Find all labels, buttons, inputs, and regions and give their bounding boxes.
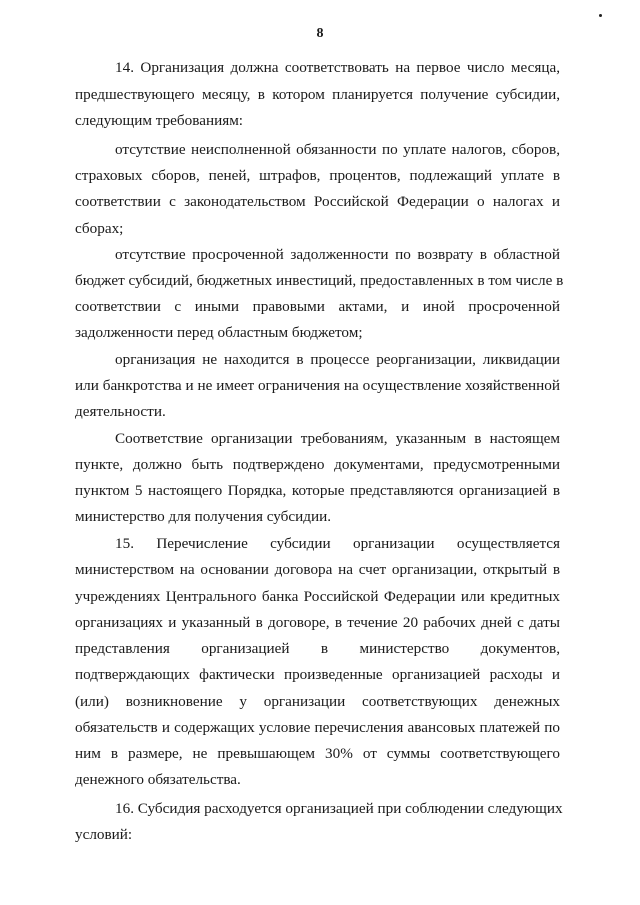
page-number: 8 — [316, 26, 324, 41]
paragraph-7-line-2: условий: — [75, 826, 133, 843]
paragraph-2-line-2: страховых сборов, пеней, штрафов, процентов, подлежащий уплате в — [75, 167, 560, 184]
paragraph-1-line-1: 14. Организация должна соответствовать на первое число месяца, — [115, 59, 560, 76]
paragraph-3-line-1: отсутствие просроченной задолженности по возврату в областной — [115, 246, 560, 263]
paragraph-2-line-3: соответствии с законодательством Российской Федерации о налогах и — [75, 193, 560, 210]
paragraph-4-line-1: организация не находится в процессе реорганизации, ликвидации — [115, 351, 560, 368]
paragraph-6-line-5: представления организацией в министерство документов, — [75, 640, 560, 657]
paragraph-3-line-2: бюджет субсидий, бюджетных инвестиций, предоставленных в том числе в — [75, 272, 564, 289]
paragraph-6-line-7: (или) возникновение у организации соответствующих денежных — [75, 693, 560, 710]
paragraph-6-line-9: ним в размере, не превышающем 30% от суммы соответствующего — [75, 745, 560, 762]
paragraph-6-line-8: обязательств и содержащих условие перечисления авансовых платежей по — [75, 719, 560, 736]
paragraph-1-line-3: следующим требованиям: — [75, 112, 244, 129]
paragraph-5-line-2: пункте, должно быть подтверждено документами, предусмотренными — [75, 456, 560, 473]
paragraph-6-line-10: денежного обязательства. — [75, 771, 241, 788]
paragraph-4-line-3: деятельности. — [75, 403, 166, 420]
paragraph-2-line-4: сборах; — [75, 220, 124, 237]
paragraph-5-line-3: пунктом 5 настоящего Порядка, которые представляются организацией в — [75, 482, 560, 499]
paragraph-6-line-4: организациях и указанный в договоре, в течение 20 рабочих дней с даты — [75, 614, 560, 631]
paragraph-7-line-1: 16. Субсидия расходуется организацией при соблюдении следующих — [115, 800, 563, 817]
paragraph-1-line-2: предшествующего месяцу, в котором планируется получение субсидии, — [75, 86, 560, 103]
paragraph-6-line-6: подтверждающих фактически произведенные организацией расходы и — [75, 666, 560, 683]
paragraph-5-line-4: министерство для получения субсидии. — [75, 508, 332, 525]
paragraph-3-line-3: соответствии с иными правовыми актами, и иной просроченной — [75, 298, 560, 315]
paragraph-6-line-1: 15. Перечисление субсидии организации осуществляется — [115, 535, 560, 552]
paragraph-3-line-4: задолженности перед областным бюджетом; — [75, 324, 363, 341]
paragraph-4-line-2: или банкротства и не имеет ограничения на осуществление хозяйственной — [75, 377, 560, 394]
paragraph-2-line-1: отсутствие неисполненной обязанности по уплате налогов, сборов, — [115, 141, 560, 158]
paragraph-6-line-3: учреждениях Центрального банка Российской Федерации или кредитных — [75, 588, 560, 605]
scan-mark — [599, 14, 602, 17]
paragraph-5-line-1: Соответствие организации требованиям, указанным в настоящем — [115, 430, 560, 447]
paragraph-6-line-2: министерством на основании договора на счет организации, открытый в — [75, 561, 560, 578]
